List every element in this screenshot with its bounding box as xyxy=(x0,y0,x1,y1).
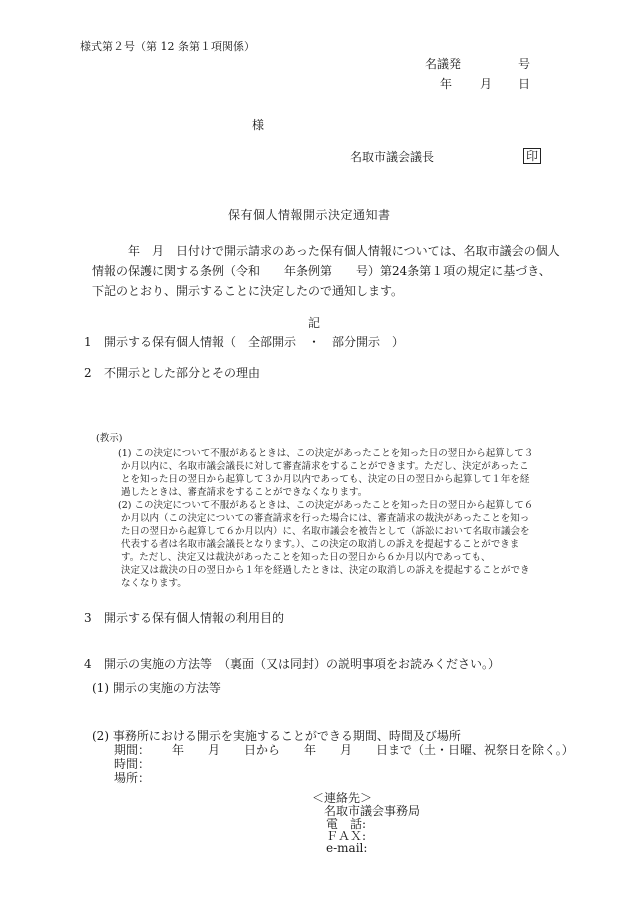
instruction-2-line-6: 決定又は裁決の日の翌日から１年を経過したときは、決定の取消しの訴えを提起することができ xyxy=(121,565,530,576)
contact-office: 名取市議会事務局 xyxy=(324,804,421,818)
instruction-heading: (教示) xyxy=(96,433,123,444)
doc-number-prefix: 名議発 xyxy=(425,57,462,71)
period-value: 年 月 日から 年 月 日まで（土・日曜、祝祭日を除く。） xyxy=(172,743,574,757)
doc-number-suffix: 号 xyxy=(518,57,531,71)
intro-line-3: 下記のとおり、開示することに決定したので通知します。 xyxy=(92,284,404,298)
item2-number: 2 xyxy=(84,366,92,380)
place-label: 場所： xyxy=(114,771,151,785)
item4-number: 4 xyxy=(84,657,92,671)
instruction-1-line-4: 過したときは、審査請求をすることができなくなります。 xyxy=(121,487,368,498)
time-label: 時間： xyxy=(114,757,151,771)
contact-phone: 電 話: xyxy=(326,817,367,831)
instruction-1-line-3: とを知った日の翌日から起算して３か月以内であっても、決定の日の翌日から起算して１年を経 xyxy=(121,474,530,485)
seal-stamp: 印 xyxy=(523,148,541,164)
item1-label: 開示する保有個人情報（ 全部開示 ・ 部分開示 ） xyxy=(104,335,405,349)
item2-label: 不開示とした部分とその理由 xyxy=(104,366,261,380)
date-day: 日 xyxy=(518,77,531,91)
ki-heading: 記 xyxy=(308,316,321,330)
instruction-2-line-5: す。ただし、決定又は裁決があったことを知った日の翌日から６か月以内であっても、 xyxy=(121,552,491,563)
intro-line-1: 年 月 日付けで開示請求のあった保有個人情報については、名取市議会の個人 xyxy=(128,244,560,258)
date-year: 年 xyxy=(440,77,453,91)
item3-label: 開示する保有個人情報の利用目的 xyxy=(104,611,285,625)
sub2-label: (2) 事務所における開示を実施することができる期間、時間及び場所 xyxy=(92,729,461,743)
instruction-2-line-7: なくなります。 xyxy=(121,578,187,589)
form-number: 様式第２号（第 12 条第１項関係） xyxy=(80,40,255,53)
instruction-2-line-1: (2) この決定について不服があるときは、この決定があったことを知った日の翌日から起算して６ xyxy=(118,500,534,511)
item3-number: 3 xyxy=(84,611,92,625)
intro-line-2: 情報の保護に関する条例（令和 年条例第 号）第24条第１項の規定に基づき、 xyxy=(92,264,551,278)
contact-email: e-mail: xyxy=(326,841,368,855)
instruction-1-line-2: か月以内に、名取市議会議長に対して審査請求をすることができます。ただし、決定があったこ xyxy=(121,461,529,472)
contact-heading: ＜連絡先＞ xyxy=(312,791,373,805)
item1-number: 1 xyxy=(84,335,92,349)
sub1-label: (1) 開示の実施の方法等 xyxy=(92,681,221,695)
period-label: 期間： xyxy=(114,743,151,757)
instruction-2-line-2: か月以内（この決定についての審査請求を行った場合には、審査請求の裁決があったことを知っ xyxy=(121,513,530,524)
sender: 名取市議会議長 xyxy=(350,150,435,164)
date-month: 月 xyxy=(480,77,493,91)
instruction-2-line-3: た日の翌日から起算して６か月以内）に、名取市議会を被告として（訴訟において名取市議会を xyxy=(121,526,530,537)
instruction-2-line-4: 代表する者は名取市議会議長となります。）、この決定の取消しの訴えを提起することができま xyxy=(121,539,520,550)
item4-label: 開示の実施の方法等 （裏面（又は同封）の説明事項をお読みください。） xyxy=(104,657,501,671)
contact-fax: ＦＡＸ: xyxy=(326,829,367,843)
document-title: 保有個人情報開示決定通知書 xyxy=(228,208,391,222)
addressee-suffix: 様 xyxy=(252,118,265,132)
instruction-1-line-1: (1) この決定について不服があるときは、この決定があったことを知った日の翌日から起算して３ xyxy=(118,448,534,459)
